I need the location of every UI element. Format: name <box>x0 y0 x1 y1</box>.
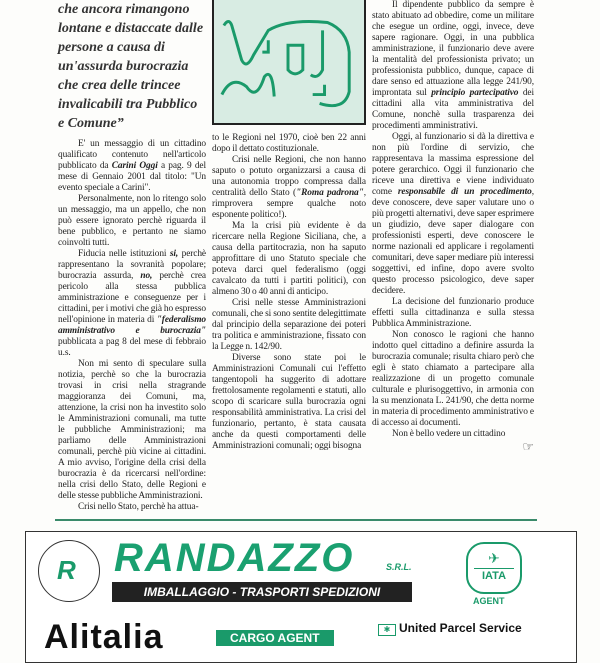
logo-letter: R <box>57 555 76 585</box>
emphasis-text: Carini Oggi <box>111 161 158 171</box>
paragraph <box>58 502 206 513</box>
brand-name: RANDAZZO <box>114 536 355 580</box>
column-1-wrapper <box>58 0 206 513</box>
text: Ma la crisi più evidente è da ricercare nella Regione Siciliana, che, a causa della partitocrazia, non ha saputo approfittare di uno Statuto speciale che poteva darci quel federalismo (oggi cavalcato da tutti i partiti politici), con almeno 30 o 40 anni di anticipo. <box>212 221 366 297</box>
text: Crisi nelle stesse Amministrazioni comunali, che si sono sentite delegittimate dal principio della separazione dei poteri tra politica e amministrazione, fissato con la Legge n. 142/90. <box>212 298 366 352</box>
text: a pag. 9 del mese di Gennaio 2001 dal titolo: "Un evento speciale a Carini". <box>58 161 206 193</box>
text: Non mi sento di speculare sulla notizia, perchè so che la burocrazia trovasi in crisi nella stragrande maggioranza dei Comuni, ma, attenzione, la crisi non ha investito solo le Amministrazioni comunali, ma tutte le pubbliche Amministrazioni; ma parliamo delle Amministrazioni comunali, perchè più vicine ai cittadini. A mio avviso, l'origine della crisi della burocrazia è da ricercarsi nell'ordine: nella crisi dello Stato, delle Regioni e delle stesse pubbliche Amministrazioni. <box>58 359 206 501</box>
text: Personalmente, non lo ritengo solo un messaggio, ma un appello, che non può essere ignorato perchè riguarda il bene pubblico, e pertanto ne siamo coinvolti tutti. <box>58 194 206 248</box>
text: Crisi nelle Regioni, che non hanno saputo o potuto organizzarsi a causa di una autonomia troppo compressa dalla centralità dello Stato ( <box>212 155 366 198</box>
text: to le Regioni nel 1970, cioè ben 22 anni dopo il dettato costituzionale. <box>212 133 366 154</box>
globe-logo-icon <box>38 540 100 602</box>
text: dei cittadini alla vita amministrativa del Comune, nonchè sulla trasparenza dei procedimenti amministrativi. <box>372 88 534 131</box>
paragraph <box>212 221 366 298</box>
paragraph <box>58 359 206 502</box>
iata-agent-label: AGENT <box>473 596 505 606</box>
emphasis-text: no, <box>140 271 153 281</box>
paragraph <box>372 132 534 297</box>
text: Diverse sono state poi le Amministrazioni Comunali cui l'effetto tangentopoli ha suggerito di adottare frettolosamente regolamenti e statuti, allo scopo di scaricare sulla burocrazia ogni responsabilità amministrativa. La crisi del funzionario, pertanto, è stata causata anche da questi comportamenti delle Amministrazioni comunali; oggi bisogna <box>212 353 366 451</box>
article-column-1 <box>58 139 206 513</box>
column-3-wrapper <box>372 0 534 454</box>
cargo-agent-badge: CARGO AGENT <box>216 630 334 646</box>
iata-logo <box>466 542 522 594</box>
text: Il dipendente pubblico da sempre è stato abituato ad obbedire, come un militare che esegue un ordine, oggi, invece, deve sapere ragionare. Oggi, in una pubblica amministrazione, il funzionario deve avere la mentalità del professionista privato; un professionista pubblico, dunque, capace di dare senso ed attuazione alla legge 241/90, improntata sul <box>372 0 534 98</box>
text: , deve conoscere, deve saper valutare uno o più progetti alternativi, deve saper esprimere un giudizio, deve saper dialogare con professionisti esperti, deve conoscere le norme nazionali ed applicare i regolamenti comunitari, deve saper mediare più interessi soggettivi, ed infine, dopo avere svolto questo processo psicologico, deve saper decidere. <box>372 187 534 296</box>
brand-suffix: S.R.L. <box>386 562 412 572</box>
paragraph <box>372 330 534 429</box>
paragraph <box>58 194 206 249</box>
emphasis-text: "federalismo amministrativo e burocrazia" <box>58 315 206 336</box>
emphasis-text: si, <box>169 249 179 259</box>
article-column-2 <box>212 133 366 452</box>
text: Oggi, al funzionario si dà la direttiva e non più l'ordine di servizio, che rappresentava la massima espressione del potere gerarchico. Oggi il funzionario che riceve una direttiva e viene individuato come <box>372 132 534 197</box>
paragraph <box>58 139 206 194</box>
paragraph <box>372 0 534 132</box>
paragraph <box>212 353 366 452</box>
text: perchè crea pericolo alla stessa pubblica amministrazione e conseguenze per i cittadini, per i motivi che già ho espresso nell'opinione in materia di <box>58 271 206 325</box>
column-2-wrapper <box>212 0 366 452</box>
pointing-hand-icon: ☞ <box>522 439 534 454</box>
ups-icon: ✱ <box>378 624 396 636</box>
text: Non è bello vedere un cittadino <box>392 429 506 439</box>
text: La decisione del funzionario produce effetti sulla cittadinanza e sulla stessa Pubblica Amministrazione. <box>372 297 534 329</box>
text: perchè rappresentano la sovranità popolare; burocrazia assurda, <box>58 249 206 281</box>
text: Fiducia nelle istituzioni <box>78 249 170 259</box>
text: Non conosco le ragioni che hanno indotto quel cittadino a definire assurda la burocrazia comunale; risulta chiaro però che egli è stato chiamato a partecipare alla realizzazione di un progetto comunale culturale e plurisoggettivo, in armonia con la su menzionata L. 241/90, che detta norme in materia di procedimento amministrativo e di accesso ai documenti. <box>372 330 534 428</box>
advertisement <box>25 531 577 663</box>
headline: che ancora rimangono lontane e distaccate dalle persone a causa di un'assurda burocrazia che crea delle trincee invalicabili tra Pubblico e Comune” <box>58 2 204 131</box>
emphasis-text: principio partecipativo <box>431 88 519 98</box>
illustration <box>212 0 366 125</box>
text: , rimprovera sempre qualche noto esponente politico!). <box>212 188 367 220</box>
text: E' un messaggio di un cittadino qualificato contenuto nell'articolo pubblicato da <box>58 139 206 171</box>
divider <box>55 519 537 521</box>
wings-icon: ✈ <box>488 550 500 566</box>
paragraph <box>212 133 366 155</box>
paragraph <box>58 249 206 359</box>
emphasis-text: "Roma padrona" <box>296 188 364 198</box>
paragraph <box>212 298 366 353</box>
paragraph <box>372 429 534 440</box>
paragraph <box>372 297 534 330</box>
alitalia-logo: Alitalia <box>44 618 164 656</box>
tagline: IMBALLAGGIO - TRASPORTI SPEDIZIONI <box>112 582 412 602</box>
ups-label: United Parcel Service <box>399 621 522 635</box>
emphasis-text: responsabile di un procedimento <box>397 187 532 197</box>
article-column-3 <box>372 0 534 440</box>
paragraph <box>212 155 366 221</box>
abstract-art-image <box>214 0 364 123</box>
text: Crisi nello Stato, perchè ha attua- <box>78 502 199 512</box>
iata-text: IATA <box>474 568 514 583</box>
text: pubblicata a pag 8 del mese di febbraio u.s. <box>58 337 206 358</box>
